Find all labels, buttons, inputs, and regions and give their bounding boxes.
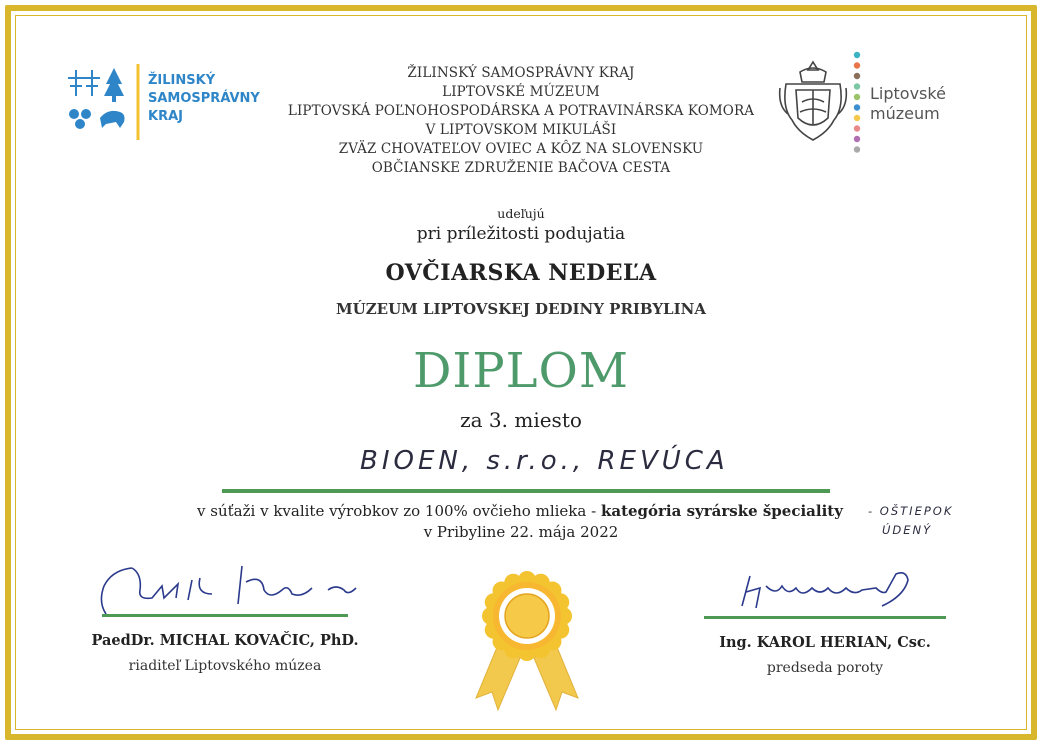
event-title: OVČIARSKA NEDEĽA	[385, 260, 657, 286]
organizer-3: LIPTOVSKÁ POĽNOHOSPODÁRSKA A POTRAVINÁRSKA KOMORA	[287, 103, 755, 119]
competition-category: kategória syrárske špeciality	[600, 502, 843, 520]
signature-left-icon	[92, 560, 372, 620]
competition-description: v súťaži v kvalite výrobkov zo 100% ovčieho mlieka -	[197, 502, 601, 520]
competition-text	[160, 502, 880, 520]
award-rosette-icon	[462, 560, 592, 720]
organizer-6: OBČIANSKE ZDRUŽENIE BAČOVA CESTA	[371, 160, 671, 176]
zsk-logo-line1: ŽILINSKÝ	[148, 73, 216, 88]
handwritten-note-line1: - OŠTIEPOK	[868, 504, 954, 518]
signature-right-icon	[736, 566, 926, 616]
zsk-logo-line3: KRAJ	[148, 109, 183, 124]
awarding-text: udeľujú	[497, 206, 545, 221]
lm-logo-line2: múzeum	[870, 104, 940, 123]
signatory-right-role: predseda poroty	[766, 660, 884, 676]
occasion-text: pri príležitosti podujatia	[416, 224, 626, 244]
venue-text: MÚZEUM LIPTOVSKEJ DEDINY PRIBYLINA	[336, 300, 706, 318]
logo-dot	[854, 52, 860, 58]
date-line: v Pribyline 22. mája 2022	[423, 523, 619, 541]
handwritten-note-line2: ÚDENÝ	[882, 523, 933, 537]
winner-handwritten: BIOEN, s.r.o., REVÚCA	[360, 446, 729, 476]
signatory-left-role: riaditeľ Liptovského múzea	[128, 658, 322, 674]
organizer-5: ZVÄZ CHOVATEĽOV OVIEC A KÔZ NA SLOVENSKU	[338, 141, 704, 157]
diploma-title: DIPLOM	[412, 343, 630, 399]
place-text: za 3. miesto	[460, 408, 582, 432]
organizer-2: LIPTOVSKÉ MÚZEUM	[442, 84, 600, 100]
winner-underline	[222, 489, 830, 493]
signature-left-line	[102, 614, 348, 617]
organizers-list	[0, 64, 1042, 178]
signature-right-line	[704, 616, 946, 619]
zsk-logo-line2: SAMOSPRÁVNY	[148, 91, 260, 106]
signatory-right-name: Ing. KAROL HERIAN, Csc.	[719, 634, 931, 651]
organizer-4: V LIPTOVSKOM MIKULÁŠI	[425, 122, 617, 138]
lm-logo-line1: Liptovské	[870, 84, 946, 103]
signatory-left-name: PaedDr. MICHAL KOVAČIC, PhD.	[91, 632, 359, 649]
organizer-1: ŽILINSKÝ SAMOSPRÁVNY KRAJ	[407, 65, 635, 81]
